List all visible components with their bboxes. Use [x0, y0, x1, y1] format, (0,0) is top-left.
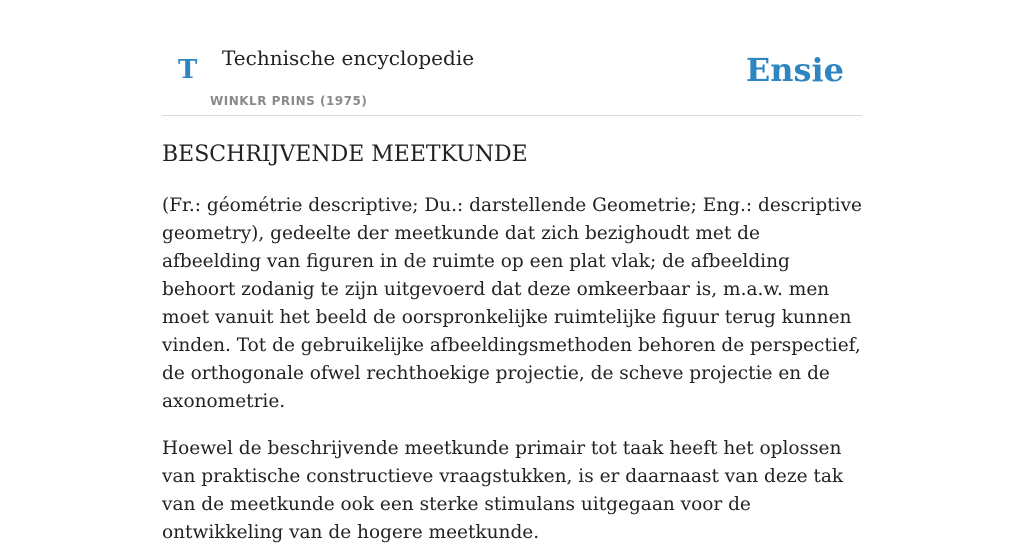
article: [162, 140, 862, 547]
article-paragraph: Hoewel de beschrijvende meetkunde primair tot taak heeft het oplossen van praktische constructieve vraagstukken, is er daarnaast van deze tak van de meetkunde ook een sterke stimulans uitgegaan voor de ontwikkeling van de hogere meetkunde.: [162, 438, 844, 543]
encyclopedia-initial-icon[interactable]: T: [178, 55, 198, 85]
encyclopedia-title-link[interactable]: Technische encyclopedie: [222, 46, 475, 70]
source-label: WINKLR PRINS (1975): [210, 94, 368, 108]
article-title: BESCHRIJVENDE MEETKUNDE: [162, 142, 528, 167]
article-paragraph: (Fr.: géométrie descriptive; Du.: darstellende Geometrie; Eng.: descriptive geometry), gedeelte der meetkunde dat zich bezighoudt met de afbeelding van figuren in de ruimte op een plat vlak; de afbeelding behoort zodanig te zijn uitgevoerd dat deze omkeerbaar is, m.a.w. men moet vanuit het beeld de oorspronkelijke ruimtelijke figuur terug kunnen vinden. Tot de gebruikelijke afbeeldingsmethoden behoren de perspectief, de orthogonale ofwel rechthoekige projectie, de scheve projectie en de axonometrie.: [162, 195, 862, 412]
header: [162, 0, 862, 116]
ensie-logo[interactable]: Ensie: [745, 51, 844, 89]
